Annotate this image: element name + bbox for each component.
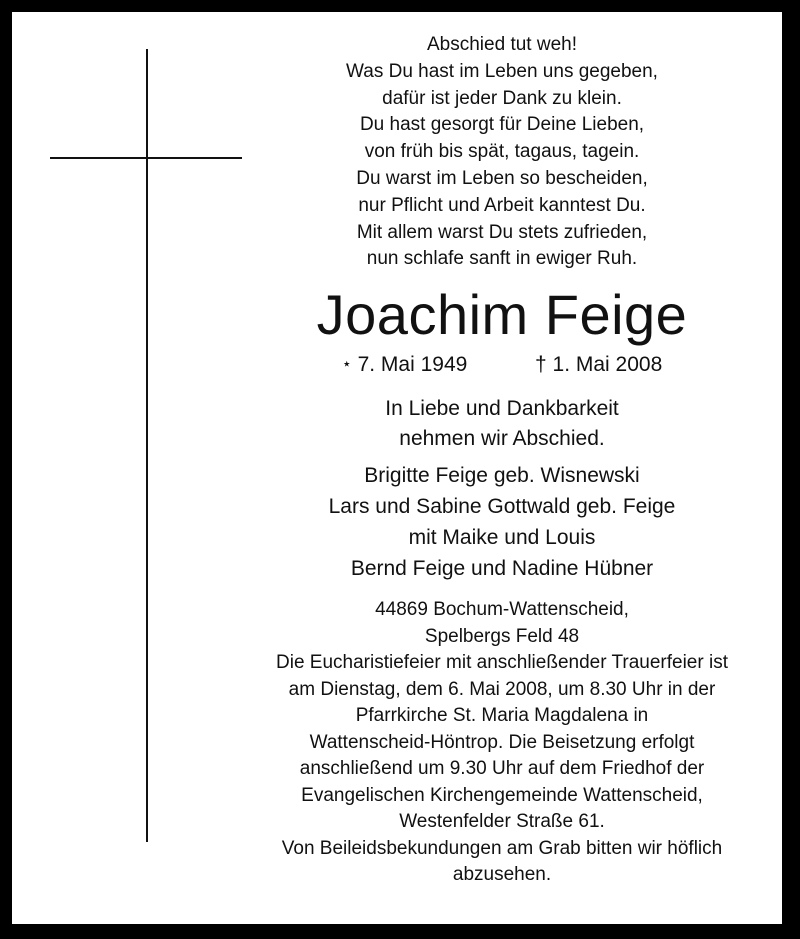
obituary-notice <box>12 12 782 924</box>
death-cross-icon: † <box>535 353 547 377</box>
deceased-name: Joachim Feige <box>316 283 688 347</box>
poem-line: Du warst im Leben so bescheiden, <box>356 167 648 189</box>
farewell-line: nehmen wir Abschied. <box>399 427 605 451</box>
death-date: 1. Mai 2008 <box>552 353 663 377</box>
poem-line: Was Du hast im Leben uns gegeben, <box>346 60 658 82</box>
notice-line: Die Eucharistiefeier mit anschließender Trauerfeier ist <box>276 652 728 674</box>
notice-line: Von Beileidsbekundungen am Grab bitten wir höflich <box>281 837 723 859</box>
address <box>237 597 767 650</box>
notice-line: Wattenscheid-Höntrop. Die Beisetzung erfolgt <box>309 731 695 753</box>
life-dates <box>237 350 767 380</box>
mourner: Bernd Feige und Nadine Hübner <box>350 557 654 581</box>
poem-line: nur Pflicht und Arbeit kanntest Du. <box>358 194 646 216</box>
notice-line: Evangelischen Kirchengemeinde Wattenscheid, <box>301 784 703 806</box>
mourner: Lars und Sabine Gottwald geb. Feige <box>328 495 676 519</box>
notice-line: anschließend um 9.30 Uhr auf dem Friedhof der <box>299 758 705 780</box>
mourner: Brigitte Feige geb. Wisnewski <box>364 464 640 488</box>
poem-line: Du hast gesorgt für Deine Lieben, <box>359 114 645 136</box>
notice-line: Westenfelder Straße 61. <box>399 811 605 833</box>
birth-date: 7. Mai 1949 <box>357 353 468 377</box>
address-line: 44869 Bochum-Wattenscheid, <box>375 599 629 621</box>
cross-icon-crossbar <box>50 157 242 159</box>
mourner: mit Maike und Louis <box>408 526 596 550</box>
poem-line: dafür ist jeder Dank zu klein. <box>382 87 622 109</box>
poem-line: Abschied tut weh! <box>427 34 577 55</box>
farewell-line: In Liebe und Dankbarkeit <box>385 397 619 421</box>
farewell-text <box>237 394 767 454</box>
mourners-list <box>237 460 767 584</box>
birth-star-icon: ⋆ <box>341 356 352 374</box>
notice-line: Pfarrkirche St. Maria Magdalena in <box>355 705 649 727</box>
address-line: Spelbergs Feld 48 <box>424 625 580 647</box>
funeral-notice <box>237 650 767 889</box>
notice-line: am Dienstag, dem 6. Mai 2008, um 8.30 Uhr in der <box>288 678 716 700</box>
obituary-text <box>237 32 767 889</box>
poem <box>237 32 767 273</box>
poem-line: nun schlafe sanft in ewiger Ruh. <box>366 248 638 270</box>
poem-line: Mit allem warst Du stets zufrieden, <box>356 221 648 243</box>
notice-line: abzusehen. <box>452 864 552 886</box>
cross-icon <box>146 49 148 842</box>
poem-line: von früh bis spät, tagaus, tagein. <box>364 141 640 163</box>
